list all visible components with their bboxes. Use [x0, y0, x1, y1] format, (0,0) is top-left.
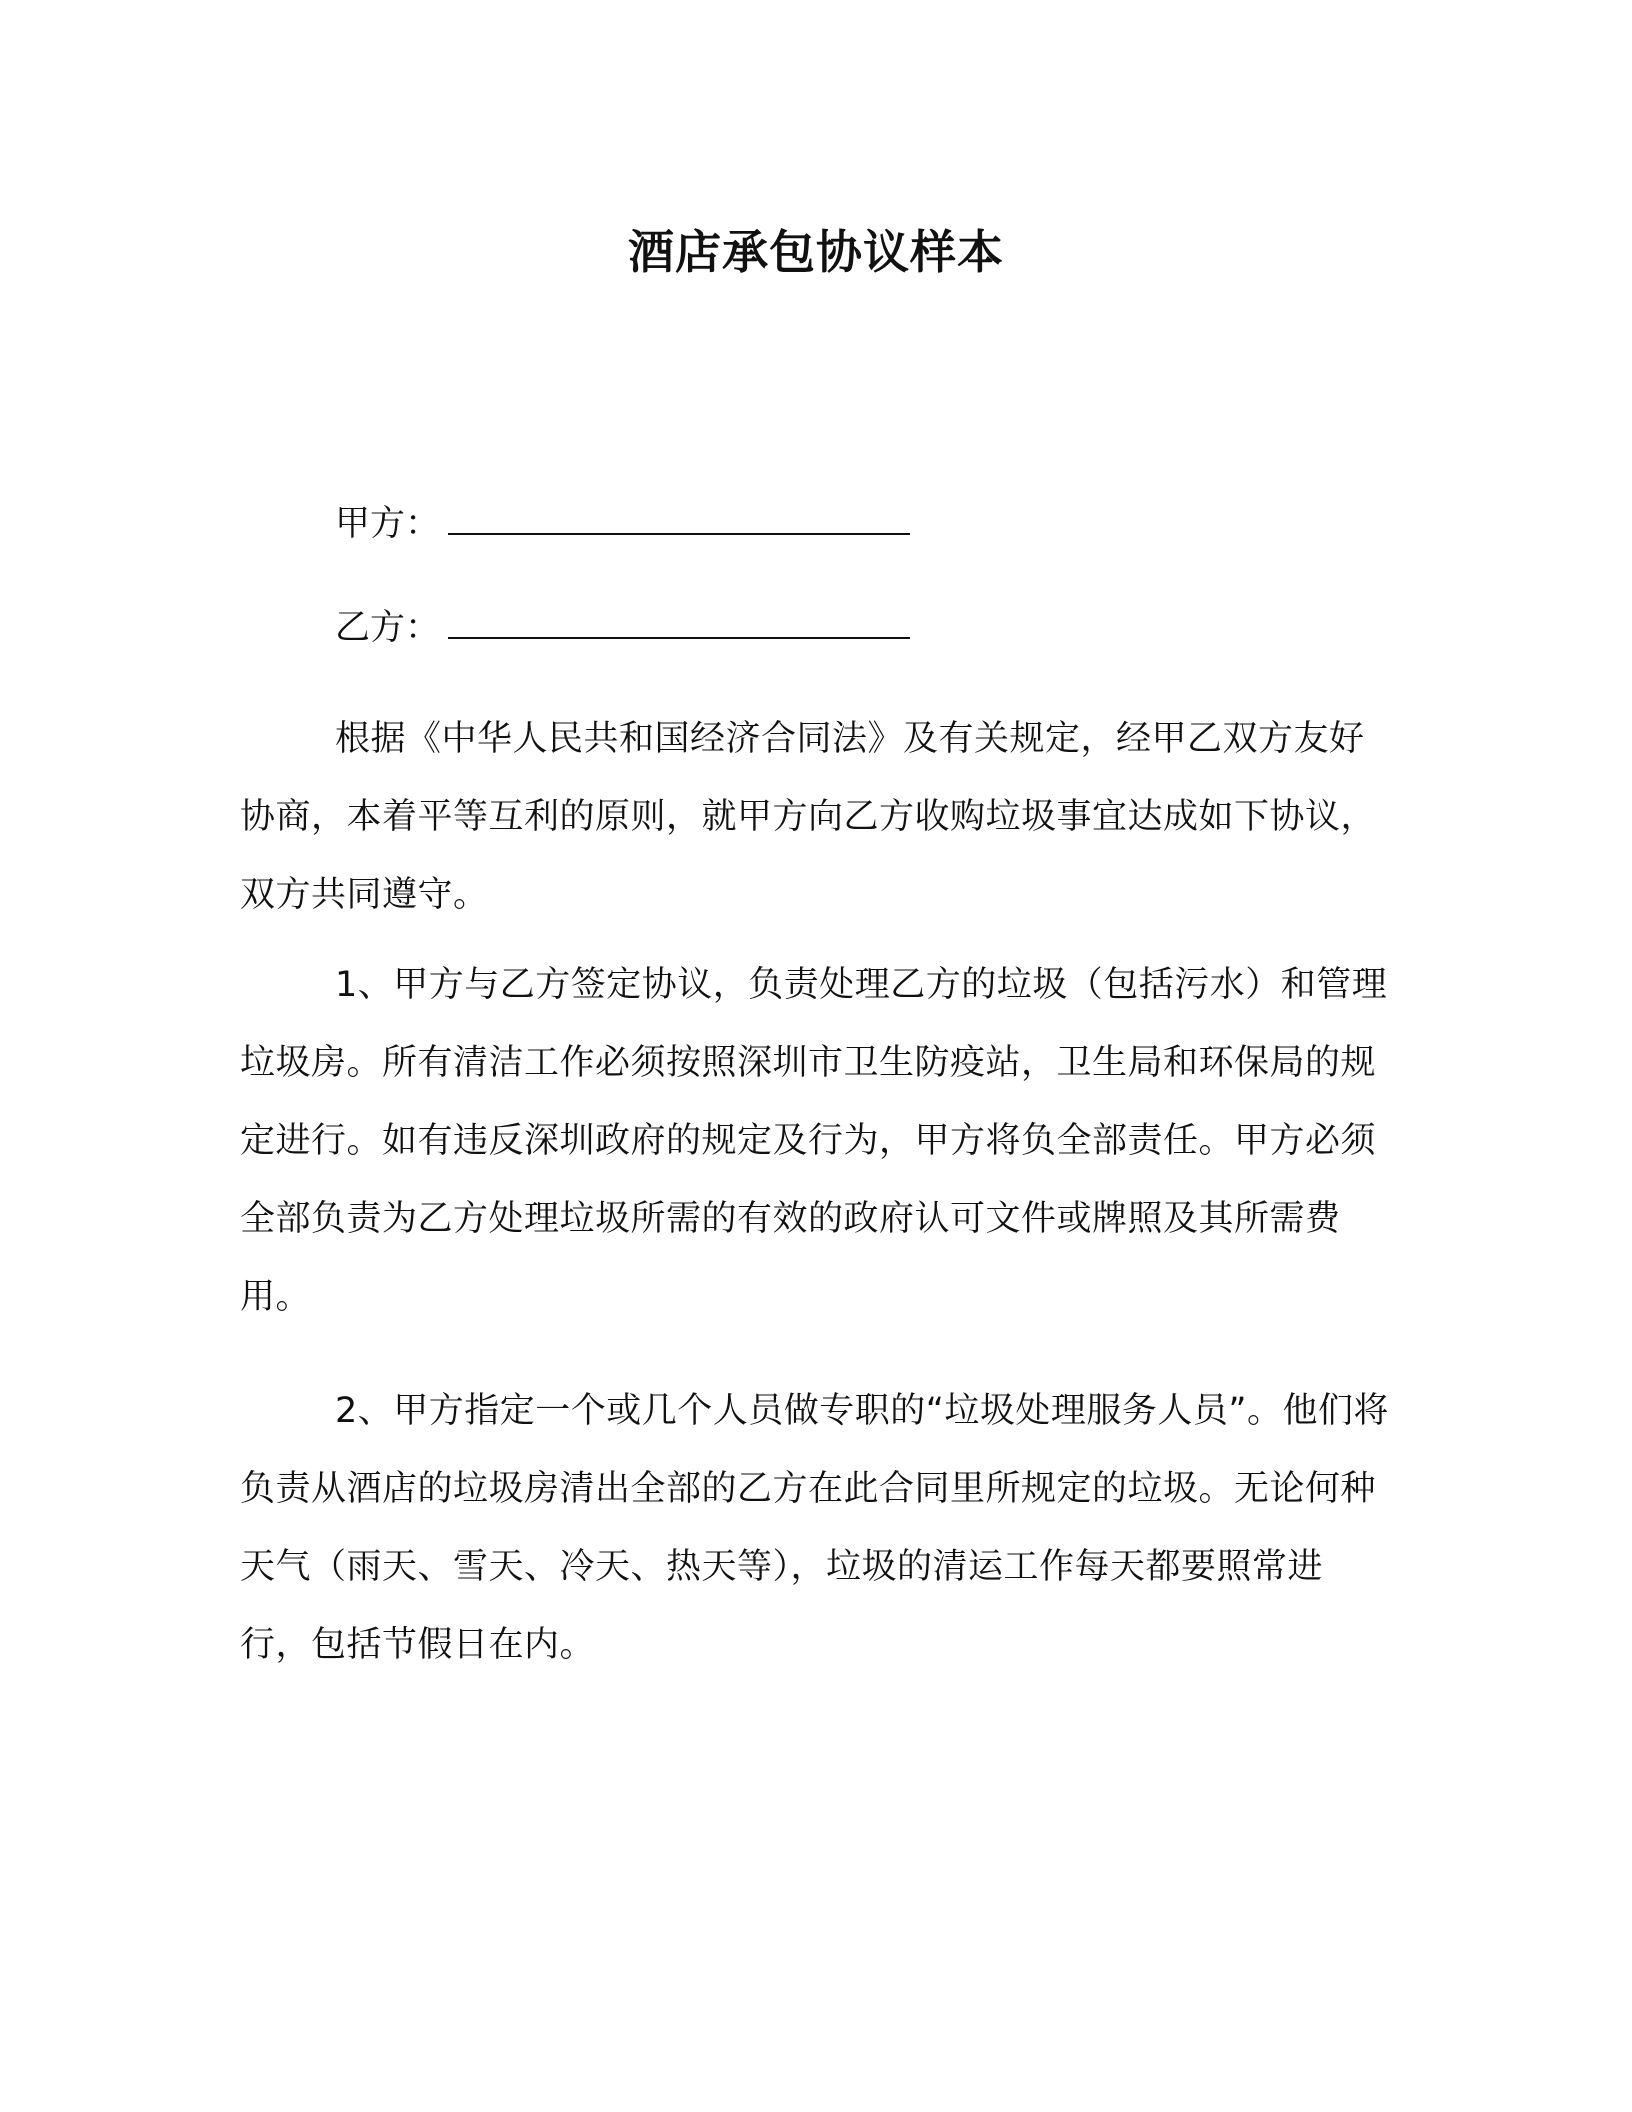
party-b-label: 乙方：	[335, 608, 441, 648]
party-b-blank	[448, 601, 910, 639]
document-title: 酒店承包协议样本	[628, 225, 1004, 279]
party-a-line	[335, 497, 910, 549]
clause-2-paragraph: 2、甲方指定一个或几个人员做专职的“垃圾处理服务人员”。他们将负责从酒店的垃圾房清出全部的乙方在此合同里所规定的垃圾。无论何种天气（雨天、雪天、冷天、热天等），垃圾的清运工作每天都要照常进行，包括节假日在内。	[240, 1391, 1390, 1665]
intro-paragraph: 根据《中华人民共和国经济合同法》及有关规定，经甲乙双方友好协商，本着平等互利的原则，就甲方向乙方收购垃圾事宜达成如下协议，双方共同遵守。	[240, 719, 1377, 915]
clause-1-paragraph: 1、甲方与乙方签定协议，负责处理乙方的垃圾（包括污水）和管理垃圾房。所有清洁工作必须按照深圳市卫生防疫站，卫生局和环保局的规定进行。如有违反深圳政府的规定及行为，甲方将负全部责任。甲方必须全部负责为乙方处理垃圾所需的有效的政府认可文件或牌照及其所需费用。	[240, 965, 1388, 1317]
party-a-blank	[448, 497, 910, 535]
party-b-line	[335, 601, 910, 653]
party-a-label: 甲方：	[335, 504, 441, 544]
